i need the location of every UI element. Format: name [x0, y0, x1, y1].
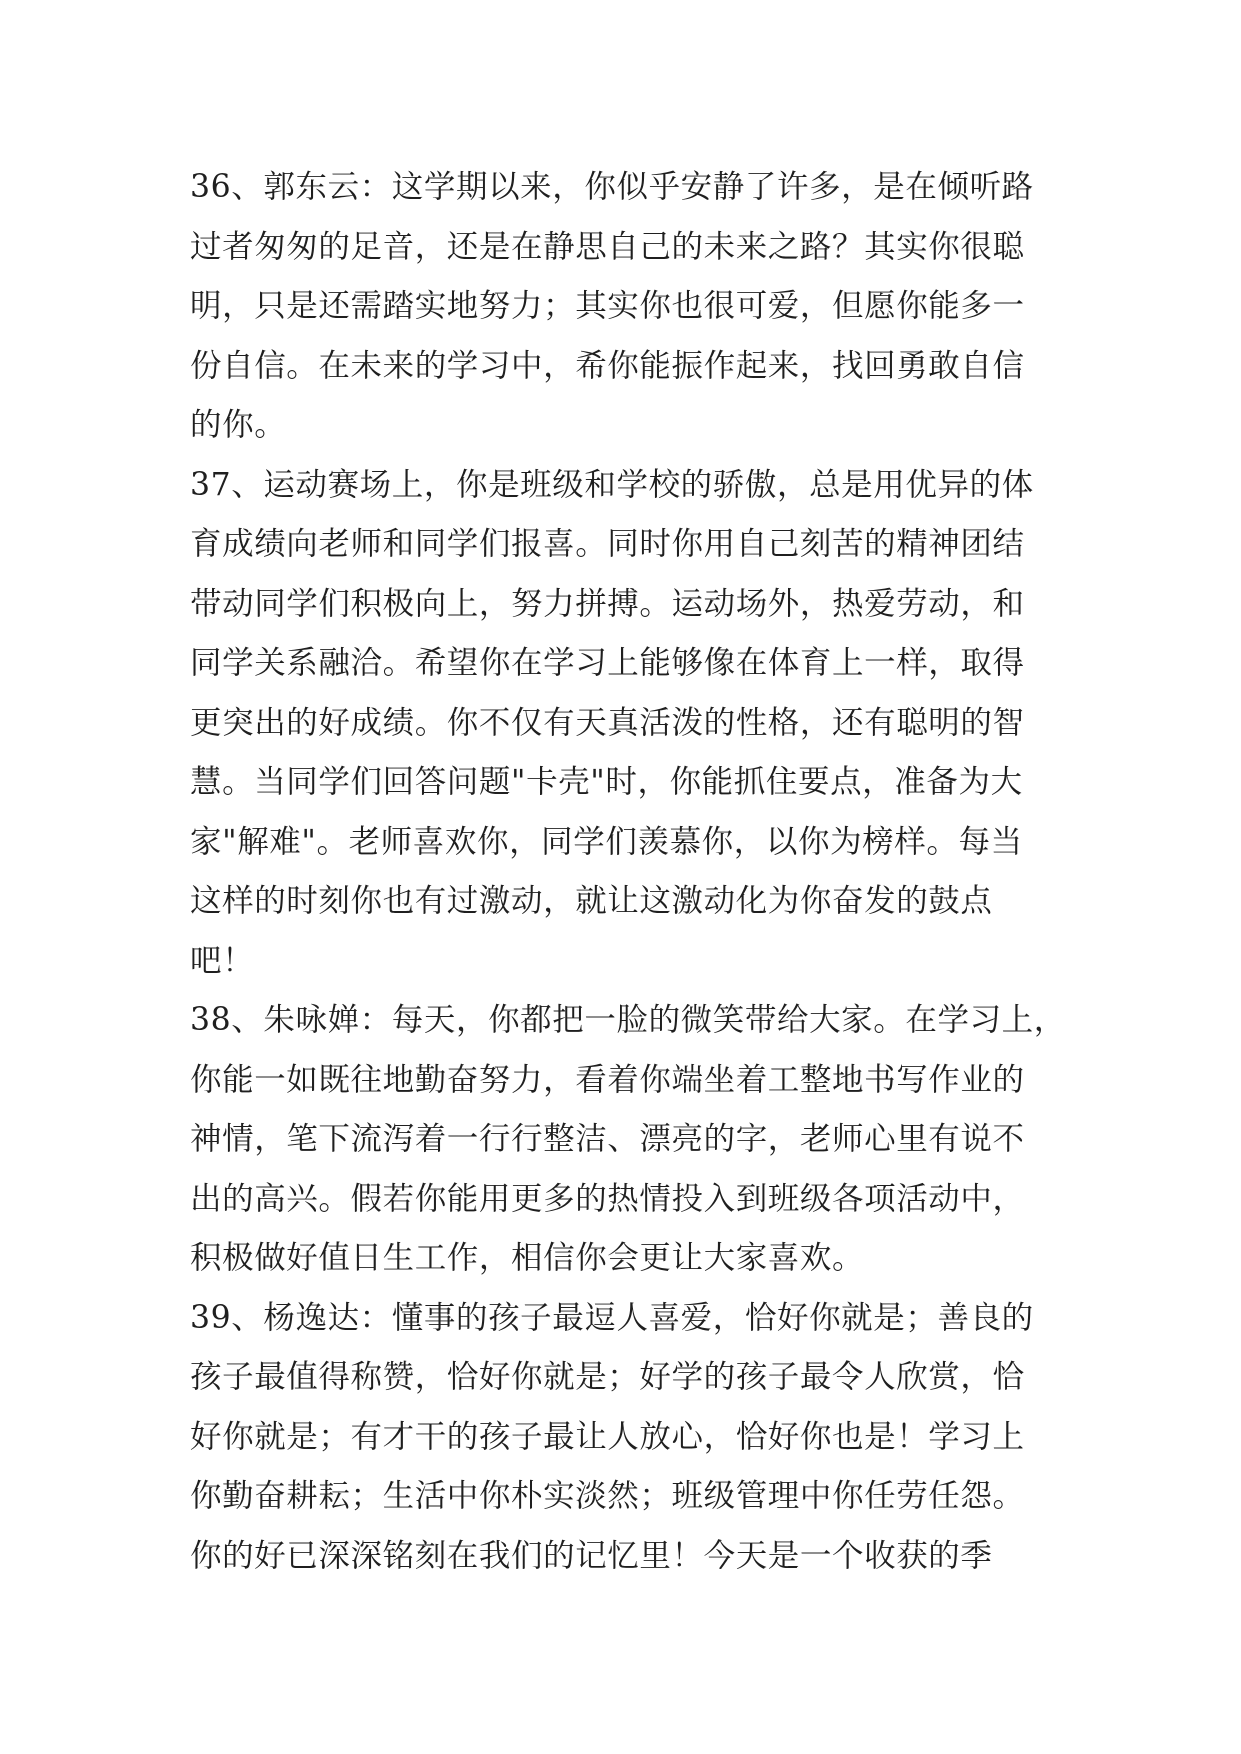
text-line: 神情，笔下流泻着一行行整洁、漂亮的字，老师心里有说不 [190, 1121, 1025, 1157]
text-line: 带动同学们积极向上，努力拼搏。运动场外，热爱劳动，和 [190, 585, 1025, 622]
text-line: 份自信。在未来的学习中，希你能振作起来，找回勇敢自信 [190, 347, 1025, 384]
text-line: 吧！ [190, 942, 255, 979]
text-line: 好你就是；有才干的孩子最让人放心，恰好你也是！学习上 [190, 1418, 1025, 1455]
text-line: 家"解难"。老师喜欢你，同学们羡慕你，以你为榜样。每当 [190, 823, 1023, 860]
text-line: 你勤奋耕耘；生活中你朴实淡然；班级管理中你任劳任怨。 [190, 1478, 1025, 1514]
text-line: 积极做好值日生工作，相信你会更让大家喜欢。 [190, 1240, 865, 1276]
text-line: 出的高兴。假若你能用更多的热情投入到班级各项活动中， [190, 1180, 1025, 1217]
text-line: 更突出的好成绩。你不仅有天真活泼的性格，还有聪明的智 [190, 704, 1025, 741]
text-line: 37、运动赛场上，你是班级和学校的骄傲，总是用优异的体 [190, 466, 1034, 503]
text-line: 孩子最值得称赞，恰好你就是；好学的孩子最令人欣赏，恰 [190, 1359, 1025, 1395]
text-line: 你的好已深深铭刻在我们的记忆里！今天是一个收获的季 [190, 1537, 993, 1574]
text-line: 慧。当同学们回答问题"卡壳"时，你能抓住要点，准备为大 [190, 764, 1023, 800]
text-line: 这样的时刻你也有过激动，就让这激动化为你奋发的鼓点 [190, 883, 993, 919]
text-line: 的你。 [190, 407, 287, 443]
text-line: 同学关系融洽。希望你在学习上能够像在体育上一样，取得 [190, 645, 1025, 681]
text-line: 过者匆匆的足音，还是在静思自己的未来之路？其实你很聪 [190, 228, 1025, 265]
text-line: 明，只是还需踏实地努力；其实你也很可爱，但愿你能多一 [190, 288, 1025, 324]
text-line: 39、杨逸达：懂事的孩子最逗人喜爱，恰好你就是；善良的 [190, 1299, 1034, 1336]
text-line: 36、郭东云：这学期以来，你似乎安静了许多，是在倾听路 [190, 169, 1034, 205]
text-line: 你能一如既往地勤奋努力，看着你端坐着工整地书写作业的 [190, 1061, 1025, 1098]
text-line: 育成绩向老师和同学们报喜。同时你用自己刻苦的精神团结 [190, 526, 1025, 562]
document-body [190, 158, 1090, 1586]
text-line: 38、朱咏婵：每天，你都把一脸的微笑带给大家。在学习上， [190, 1002, 1066, 1038]
